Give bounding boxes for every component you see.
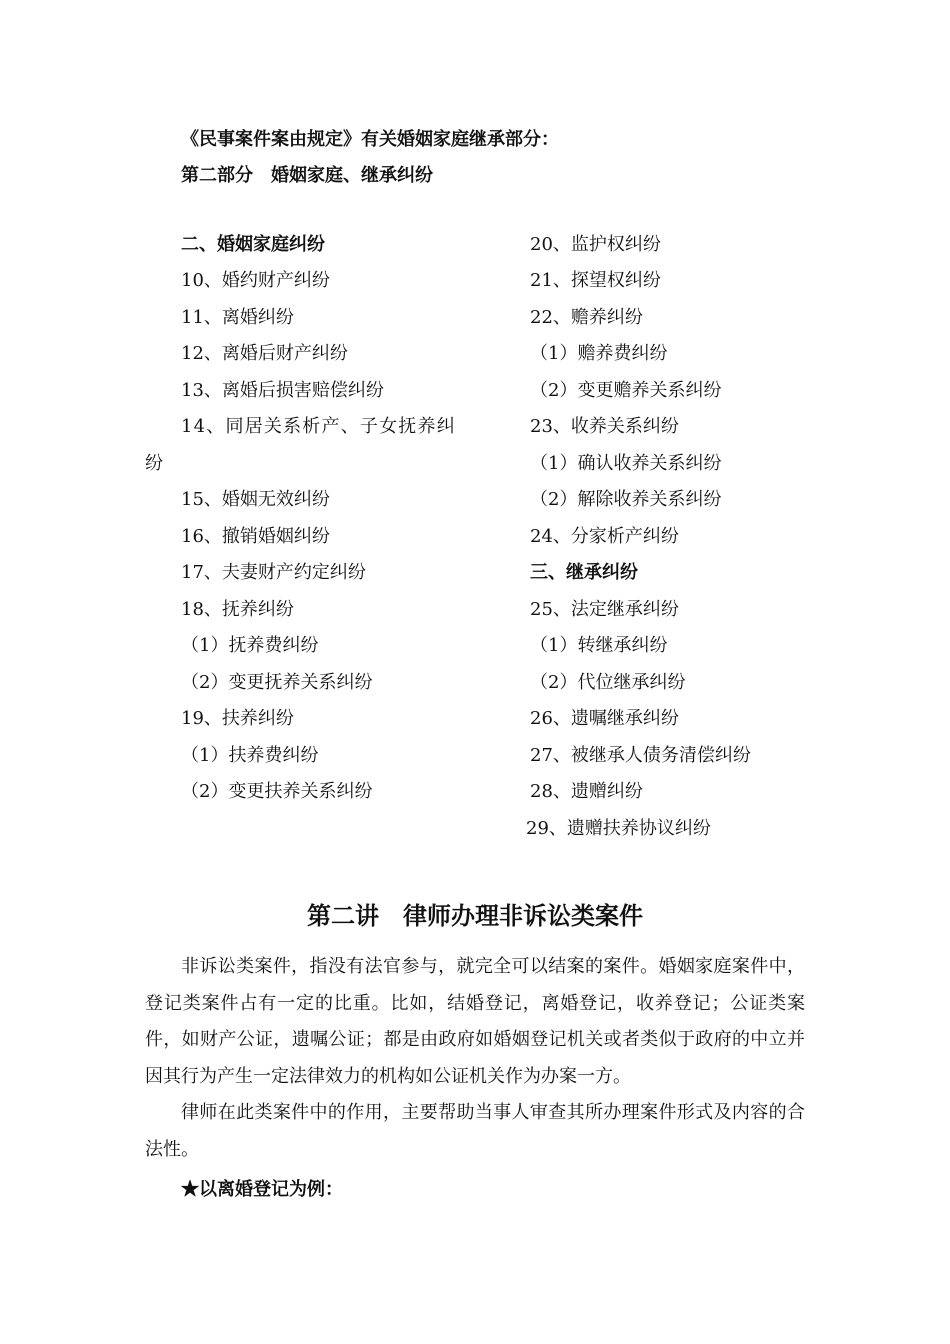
- list-item: 20、监护权纠纷: [530, 234, 661, 255]
- list-item: 18、抚养纠纷: [181, 599, 294, 620]
- list-subitem: （2）解除收养关系纠纷: [530, 489, 722, 510]
- lecture-title: 第二讲 律师办理非诉讼类案件: [307, 901, 643, 930]
- list-item: 14、同居关系析产、子女抚养纠: [181, 416, 456, 437]
- list-item: 26、遗嘱继承纠纷: [530, 708, 679, 729]
- list-subitem: （2）变更抚养关系纠纷: [181, 672, 373, 693]
- list-item: 16、撤销婚姻纠纷: [181, 526, 330, 547]
- list-item: 21、探望权纠纷: [530, 270, 661, 291]
- example-heading: ★以离婚登记为例：: [181, 1179, 343, 1200]
- paragraph-nonlitigation-definition: 非诉讼类案件，指没有法官参与，就完全可以结案的案件。婚姻家庭案件中，登记类案件占有一定的比重。比如，结婚登记，离婚登记，收养登记；公证类案件，如财产公证，遗嘱公证；都是由政府如婚姻登记机关或者类似于政府的中立并因其行为产生一定法律效力的机构如公证机关作为办案一方。: [145, 956, 805, 1087]
- list-item: 13、离婚后损害赔偿纠纷: [181, 380, 384, 401]
- list-item: 29、遗赠扶养协议纠纷: [526, 818, 711, 839]
- list-subitem: （1）扶养费纠纷: [181, 745, 319, 766]
- document-intro: 《民事案件案由规定》有关婚姻家庭继承部分：: [181, 129, 559, 150]
- list-subitem: （1）确认收养关系纠纷: [530, 453, 722, 474]
- list-subitem: （2）代位继承纠纷: [530, 672, 686, 693]
- list-subitem: （1）抚养费纠纷: [181, 635, 319, 656]
- list-item-continuation: 纷: [145, 453, 163, 474]
- list-item: 11、离婚纠纷: [181, 307, 294, 328]
- list-subitem: （1）转继承纠纷: [530, 635, 668, 656]
- list-item: 17、夫妻财产约定纠纷: [181, 562, 366, 583]
- paragraph-lawyer-role: 律师在此类案件中的作用，主要帮助当事人审查其所办理案件形式及内容的合法性。: [145, 1102, 805, 1160]
- section-heading-inheritance: 三、继承纠纷: [530, 562, 638, 583]
- section-heading-marriage: 二、婚姻家庭纠纷: [181, 234, 325, 255]
- list-subitem: （2）变更赡养关系纠纷: [530, 380, 722, 401]
- part-title: 第二部分 婚姻家庭、继承纠纷: [181, 165, 433, 186]
- list-item: 12、离婚后财产纠纷: [181, 343, 348, 364]
- list-subitem: （1）赡养费纠纷: [530, 343, 668, 364]
- list-item: 23、收养关系纠纷: [530, 416, 679, 437]
- list-subitem: （2）变更扶养关系纠纷: [181, 781, 373, 802]
- list-item: 24、分家析产纠纷: [530, 526, 679, 547]
- list-item: 25、法定继承纠纷: [530, 599, 679, 620]
- list-item: 10、婚约财产纠纷: [181, 270, 330, 291]
- list-item: 28、遗赠纠纷: [530, 781, 643, 802]
- list-item: 22、赡养纠纷: [530, 307, 643, 328]
- list-item: 27、被继承人债务清偿纠纷: [530, 745, 751, 766]
- list-item: 15、婚姻无效纠纷: [181, 489, 330, 510]
- list-item: 19、扶养纠纷: [181, 708, 294, 729]
